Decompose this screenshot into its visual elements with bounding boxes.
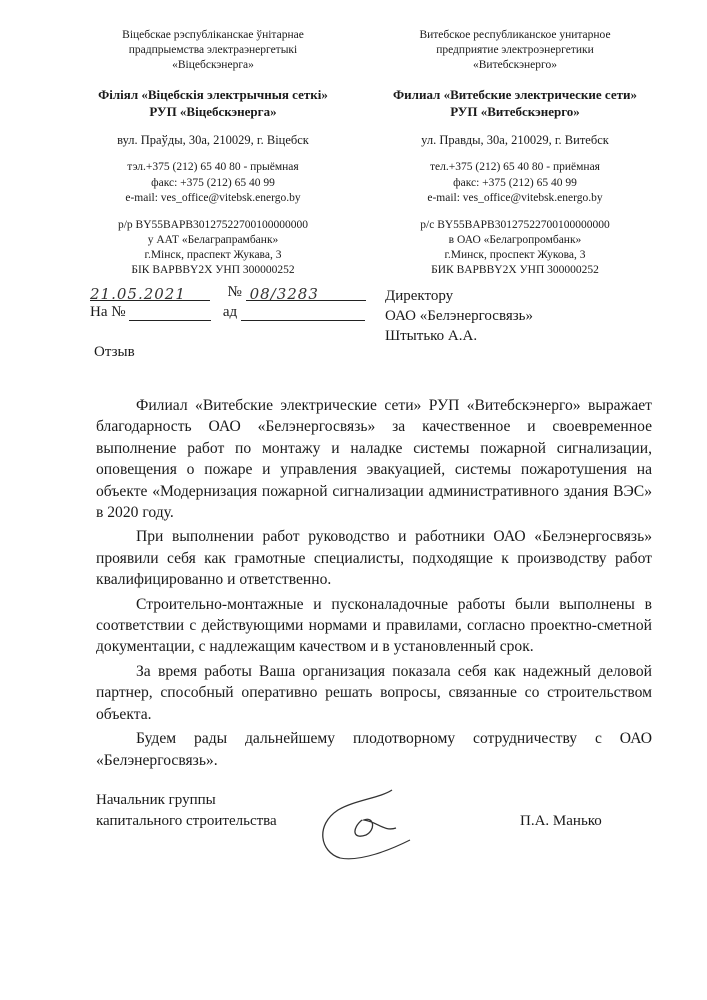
contacts-left: тэл.+375 (212) 65 40 80 - прыёмная факс: +375 (212) 65 40 99 e-mail: ves_office@vitebsk.energo.by	[125, 161, 301, 204]
header-right	[370, 28, 660, 279]
paragraph: При выполнении работ руководство и работники ОАО «Белэнергосвязь» проявили себя как грамотные специалисты, подходящие к производству работ квалифицированно и ответственно.	[96, 528, 652, 589]
branch-name-left: Філіял «Віцебскія электрычныя сеткі» РУП «Віцебскэнерга»	[98, 86, 328, 119]
date-field: 21.05.2021	[90, 285, 210, 301]
address-left: вул. Праўды, 30а, 210029, г. Віцебск	[117, 132, 309, 147]
incoming-date-label: ад	[222, 304, 238, 320]
subject: Отзыв	[94, 344, 135, 360]
org-name-left: Віцебскае рэспубліканскае ўнітарнае прадпрыемства электраэнергетыкі «Віцебскэнерга»	[122, 29, 304, 72]
address-right: ул. Правды, 30а, 210029, г. Витебск	[421, 132, 609, 147]
letter-body	[96, 395, 652, 774]
signatory-title: Начальник группы капитального строительства	[96, 792, 277, 829]
handwritten-signature	[300, 780, 420, 870]
incoming-number-label: На №	[90, 304, 126, 320]
paragraph: Филиал «Витебские электрические сети» РУП «Витебскэнерго» выражает благодарность ОАО «Белэнергосвязь» за качественное и своевременное выполнение работ по монтажу и наладке системы пожарной сигнализации, оповещения о пожаре и управления эвакуацией, системы пожаротушения на объекте «Модернизация пожарной сигнализации административного здания ВЭС» в 2020 году.	[96, 397, 652, 522]
branch-name-right: Филиал «Витебские электрические сети» РУП «Витебскэнерго»	[393, 86, 637, 119]
paragraph: За время работы Ваша организация показала себя как надежный деловой партнер, способный оперативно решать вопросы, связанные со строительством объекта.	[96, 662, 652, 723]
number-label: №	[227, 284, 242, 300]
signatory-name: П.А. Манько	[520, 813, 602, 829]
contacts-right: тел.+375 (212) 65 40 80 - приёмная факс: +375 (212) 65 40 99 e-mail: ves_office@vitebsk.energo.by	[427, 161, 603, 204]
addressee: Директору ОАО «Белэнергосвязь» Штытько А.А.	[385, 288, 533, 344]
bank-details-left: р/р BY55BAPB30127522700100000000 у ААТ «Белаграпрамбанк» г.Мінск, праспект Жукава, 3 БІК BAPBBY2X УНП 300000252	[117, 218, 309, 277]
header-left	[68, 28, 358, 279]
paragraph: Будем рады дальнейшему плодотворному сотрудничеству с ОАО «Белэнергосвязь».	[96, 730, 652, 769]
reference-date-row	[90, 284, 366, 301]
number-field: 08/3283	[246, 285, 366, 301]
reference-incoming-row	[90, 304, 365, 321]
paragraph: Строительно-монтажные и пусконаладочные работы были выполнены в соответствии с действующими нормами и правилами, согласно проектно-сметной документации, с надлежащим качеством и в установленный срок.	[96, 595, 652, 656]
incoming-date-field	[241, 305, 365, 321]
bank-details-right: р/с BY55BAPB30127522700100000000 в ОАО «Белагропромбанк» г.Минск, проспект Жукова, 3 БИК BAPBBY2X УНП 300000252	[420, 218, 610, 277]
org-name-right: Витебское республиканское унитарное предприятие электроэнергетики «Витебскэнерго»	[419, 29, 611, 72]
incoming-number-field	[129, 305, 211, 321]
